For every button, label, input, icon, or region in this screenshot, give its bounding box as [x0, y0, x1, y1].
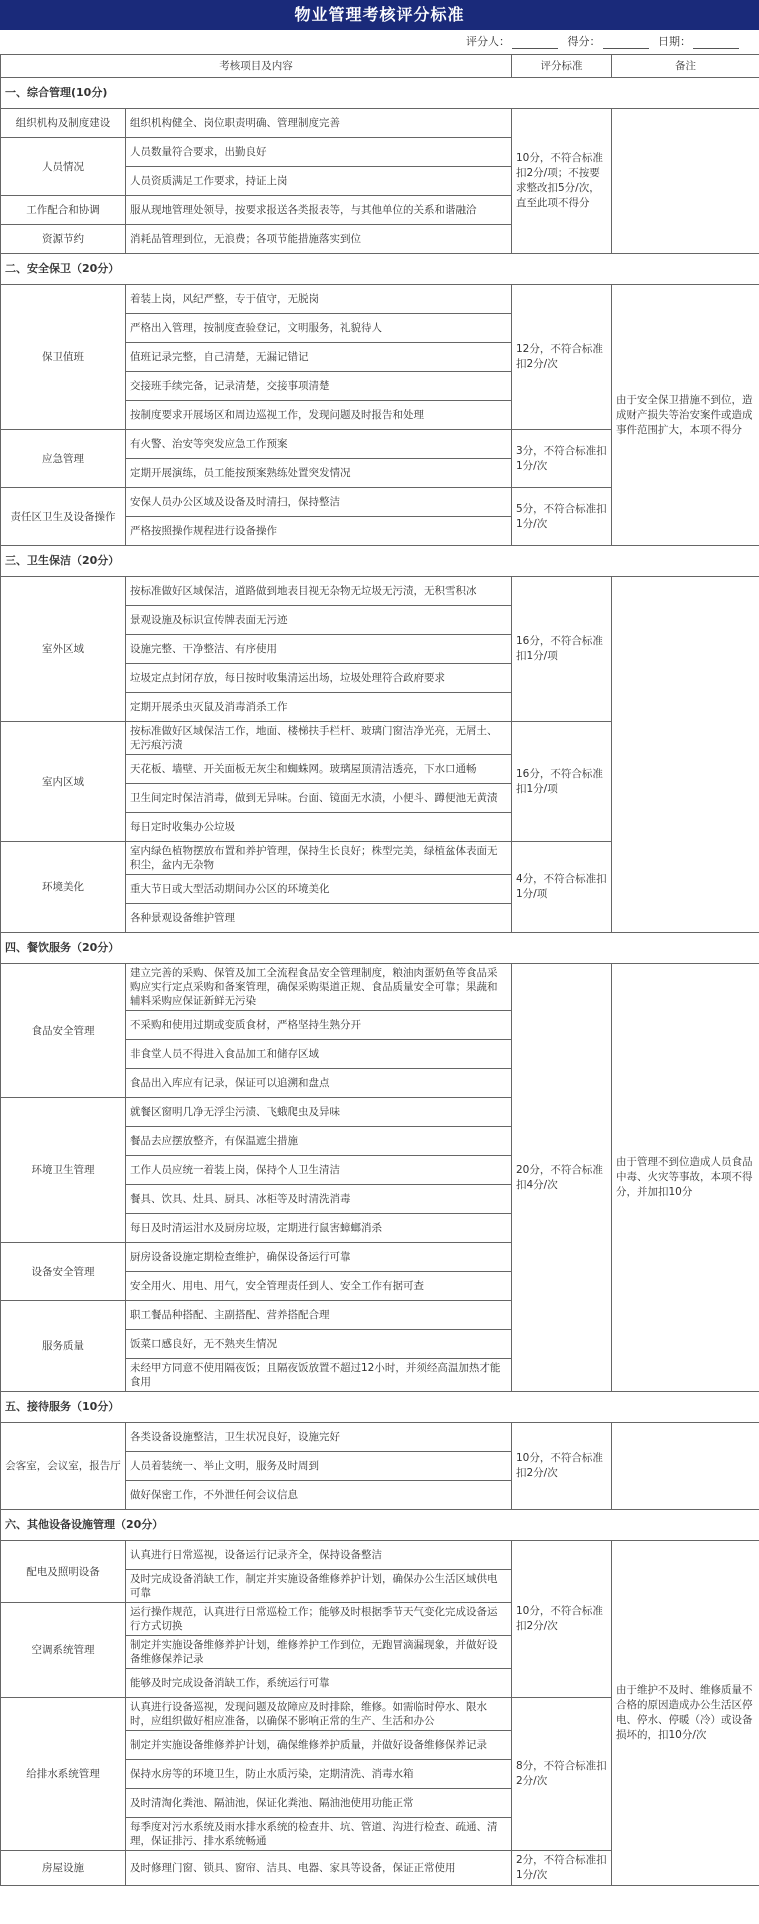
criterion: 严格按照操作规程进行设备操作 — [126, 517, 512, 546]
date-label: 日期： — [658, 35, 691, 48]
score-standard: 10分，不符合标准扣2分/项；不按要求整改扣5分/次，直至此项不得分 — [512, 109, 612, 254]
criterion: 组织机构健全、岗位职责明确、管理制度完善 — [126, 109, 512, 138]
page-title: 物业管理考核评分标准 — [0, 0, 759, 30]
section-row — [1, 546, 759, 577]
remarks — [612, 1423, 759, 1510]
section-row — [1, 78, 759, 109]
item-name: 环境美化 — [1, 842, 126, 933]
criterion: 着装上岗，风纪严整，专于值守，无脱岗 — [126, 285, 512, 314]
item-name: 室外区域 — [1, 577, 126, 722]
section-row — [1, 1392, 759, 1423]
header-standard: 评分标准 — [512, 55, 612, 78]
section-row — [1, 254, 759, 285]
section-title: 三、卫生保洁（20分） — [1, 546, 759, 577]
criterion: 重大节日或大型活动期间办公区的环境美化 — [126, 875, 512, 904]
item-name: 环境卫生管理 — [1, 1098, 126, 1243]
table-header-row — [1, 55, 759, 78]
item-name: 组织机构及制度建设 — [1, 109, 126, 138]
table-body — [1, 78, 759, 1886]
section-row — [1, 1510, 759, 1541]
table-row — [1, 577, 759, 606]
criterion: 每日及时清运泔水及厨房垃圾，定期进行鼠害蟑螂消杀 — [126, 1214, 512, 1243]
criterion: 就餐区窗明几净无浮尘污渍、飞蛾爬虫及异味 — [126, 1098, 512, 1127]
score-label: 得分： — [567, 35, 601, 48]
criterion: 消耗品管理到位，无浪费；各项节能措施落实到位 — [126, 225, 512, 254]
criterion: 做好保密工作，不外泄任何会议信息 — [126, 1481, 512, 1510]
section-title: 六、其他设备设施管理（20分） — [1, 1510, 759, 1541]
section-title: 四、餐饮服务（20分） — [1, 933, 759, 964]
item-name: 空调系统管理 — [1, 1603, 126, 1698]
criterion: 未经甲方同意不使用隔夜饭；且隔夜饭放置不超过12小时，并须经高温加热才能食用 — [126, 1359, 512, 1392]
criterion: 设施完整、干净整洁、有序使用 — [126, 635, 512, 664]
section-title: 二、安全保卫（20分） — [1, 254, 759, 285]
assessor-blank[interactable] — [512, 36, 558, 49]
criterion: 安全用火、用电、用气，安全管理责任到人、安全工作有据可查 — [126, 1272, 512, 1301]
criterion: 按标准做好区域保洁工作，地面、楼梯扶手栏杆、玻璃门窗洁净光亮，无屑土、无污痕污渍 — [126, 722, 512, 755]
criterion: 能够及时完成设备消缺工作，系统运行可靠 — [126, 1669, 512, 1698]
criterion: 各种景观设备维护管理 — [126, 904, 512, 933]
criterion: 值班记录完整，自己清楚，无漏记错记 — [126, 343, 512, 372]
header-items: 考核项目及内容 — [1, 55, 512, 78]
section-row — [1, 933, 759, 964]
item-name: 资源节约 — [1, 225, 126, 254]
criterion: 职工餐品种搭配、主副搭配、营养搭配合理 — [126, 1301, 512, 1330]
item-name: 设备安全管理 — [1, 1243, 126, 1301]
criterion: 定期开展演练，员工能按预案熟练处置突发情况 — [126, 459, 512, 488]
criterion: 及时清淘化粪池、隔油池，保证化粪池、隔油池使用功能正常 — [126, 1789, 512, 1818]
criterion: 不采购和使用过期或变质食材，严格坚持生熟分开 — [126, 1011, 512, 1040]
criterion: 人员着装统一、举止文明，服务及时周到 — [126, 1452, 512, 1481]
score-standard: 16分，不符合标准扣1分/项 — [512, 722, 612, 842]
remarks — [612, 109, 759, 254]
criterion: 定期开展杀虫灭鼠及消毒消杀工作 — [126, 693, 512, 722]
item-name: 给排水系统管理 — [1, 1698, 126, 1851]
criterion: 工作人员应统一着装上岗，保持个人卫生清洁 — [126, 1156, 512, 1185]
criterion: 每日定时收集办公垃圾 — [126, 813, 512, 842]
criterion: 及时完成设备消缺工作，制定并实施设备维修养护计划，确保办公生活区域供电可靠 — [126, 1570, 512, 1603]
criterion: 制定并实施设备维修养护计划，维修养护工作到位，无跑冒滴漏现象，并做好设备维修保养记录 — [126, 1636, 512, 1669]
criterion: 天花板、墙壁、开关面板无灰尘和蜘蛛网。玻璃屋顶清洁透亮，下水口通畅 — [126, 755, 512, 784]
date-blank[interactable] — [693, 36, 739, 49]
score-standard: 10分，不符合标准扣2分/次 — [512, 1541, 612, 1698]
item-name: 人员情况 — [1, 138, 126, 196]
criterion: 室内绿色植物摆放布置和养护管理，保持生长良好；株型完美，绿植盆体表面无积尘，盆内无杂物 — [126, 842, 512, 875]
item-name: 应急管理 — [1, 430, 126, 488]
score-standard: 16分，不符合标准扣1分/项 — [512, 577, 612, 722]
criterion: 安保人员办公区域及设备及时清扫，保持整洁 — [126, 488, 512, 517]
criterion: 及时修理门窗、锁具、窗帘、洁具、电器、家具等设备，保证正常使用 — [126, 1851, 512, 1886]
item-name: 室内区域 — [1, 722, 126, 842]
criterion: 交接班手续完备，记录清楚，交接事项清楚 — [126, 372, 512, 401]
criterion: 服从现地管理处领导，按要求报送各类报表等，与其他单位的关系和谐融洽 — [126, 196, 512, 225]
score-standard: 20分，不符合标准扣4分/次 — [512, 964, 612, 1392]
score-standard: 4分，不符合标准扣1分/项 — [512, 842, 612, 933]
criterion: 非食堂人员不得进入食品加工和储存区域 — [126, 1040, 512, 1069]
criterion: 有火警、治安等突发应急工作预案 — [126, 430, 512, 459]
criterion: 认真进行设备巡视，发现问题及故障应及时排除，维修。如需临时停水、限水时，应组织做好相应准备，以确保不影响正常的生产、生活和办公 — [126, 1698, 512, 1731]
remarks — [612, 577, 759, 933]
item-name: 食品安全管理 — [1, 964, 126, 1098]
criterion: 保持水房等的环境卫生，防止水质污染，定期清洗、消毒水箱 — [126, 1760, 512, 1789]
criterion: 饭菜口感良好，无不熟夹生情况 — [126, 1330, 512, 1359]
item-name: 责任区卫生及设备操作 — [1, 488, 126, 546]
header-remarks: 备注 — [612, 55, 759, 78]
table-row — [1, 109, 759, 138]
item-name: 服务质量 — [1, 1301, 126, 1392]
criterion: 人员资质满足工作要求，持证上岗 — [126, 167, 512, 196]
evaluator-row — [0, 30, 759, 54]
table-row — [1, 1541, 759, 1570]
score-blank[interactable] — [603, 36, 649, 49]
table-row — [1, 285, 759, 314]
item-name: 会客室，会议室，报告厅 — [1, 1423, 126, 1510]
item-name: 保卫值班 — [1, 285, 126, 430]
scoring-table — [0, 54, 759, 1886]
remarks: 由于维护不及时、维修质量不合格的原因造成办公生活区停电、停水、停暖（冷）或设备损坏的，扣10分/次 — [612, 1541, 759, 1886]
section-title: 一、综合管理(10分) — [1, 78, 759, 109]
section-title: 五、接待服务（10分） — [1, 1392, 759, 1423]
criterion: 认真进行日常巡视，设备运行记录齐全，保持设备整洁 — [126, 1541, 512, 1570]
table-row — [1, 1423, 759, 1452]
score-standard: 2分，不符合标准扣1分/次 — [512, 1851, 612, 1886]
criterion: 严格出入管理，按制度查验登记，文明服务，礼貌待人 — [126, 314, 512, 343]
criterion: 建立完善的采购、保管及加工全流程食品安全管理制度，粮油肉蛋奶鱼等食品采购应实行定点采购和备案管理，确保采购渠道正规、食品质量安全可靠；果蔬和辅料采购应保证新鲜无污染 — [126, 964, 512, 1011]
criterion: 按制度要求开展场区和周边巡视工作，发现问题及时报告和处理 — [126, 401, 512, 430]
score-standard: 5分，不符合标准扣1分/次 — [512, 488, 612, 546]
criterion: 餐品去应摆放整齐，有保温遮尘措施 — [126, 1127, 512, 1156]
item-name: 配电及照明设备 — [1, 1541, 126, 1603]
score-standard: 3分，不符合标准扣1分/次 — [512, 430, 612, 488]
criterion: 厨房设备设施定期检查维护，确保设备运行可靠 — [126, 1243, 512, 1272]
remarks: 由于管理不到位造成人员食品中毒、火灾等事故，本项不得分，并加扣10分 — [612, 964, 759, 1392]
criterion: 按标准做好区域保洁，道路做到地表目视无杂物无垃圾无污渍，无积雪积冰 — [126, 577, 512, 606]
criterion: 餐具、饮具、灶具、厨具、冰柜等及时清洗消毒 — [126, 1185, 512, 1214]
score-standard: 8分，不符合标准扣2分/次 — [512, 1698, 612, 1851]
criterion: 食品出入库应有记录，保证可以追溯和盘点 — [126, 1069, 512, 1098]
criterion: 景观设施及标识宣传牌表面无污迹 — [126, 606, 512, 635]
table-row — [1, 964, 759, 1011]
criterion: 每季度对污水系统及雨水排水系统的检查井、坑、管道、沟进行检查、疏通、清理，保证排污、排水系统畅通 — [126, 1818, 512, 1851]
criterion: 垃圾定点封闭存放，每日按时收集清运出场，垃圾处理符合政府要求 — [126, 664, 512, 693]
remarks: 由于安全保卫措施不到位，造成财产损失等治安案件或造成事件范围扩大，本项不得分 — [612, 285, 759, 546]
criterion: 各类设备设施整洁，卫生状况良好，设施完好 — [126, 1423, 512, 1452]
assessor-label: 评分人： — [466, 35, 510, 48]
item-name: 工作配合和协调 — [1, 196, 126, 225]
score-standard: 10分，不符合标准扣2分/次 — [512, 1423, 612, 1510]
criterion: 运行操作规范，认真进行日常巡检工作；能够及时根据季节天气变化完成设备运行方式切换 — [126, 1603, 512, 1636]
criterion: 人员数量符合要求，出勤良好 — [126, 138, 512, 167]
criterion: 卫生间定时保洁消毒，做到无异味。台面、镜面无水渍，小便斗、蹲便池无黄渍 — [126, 784, 512, 813]
criterion: 制定并实施设备维修养护计划，确保维修养护质量，并做好设备维修保养记录 — [126, 1731, 512, 1760]
item-name: 房屋设施 — [1, 1851, 126, 1886]
score-standard: 12分，不符合标准扣2分/次 — [512, 285, 612, 430]
